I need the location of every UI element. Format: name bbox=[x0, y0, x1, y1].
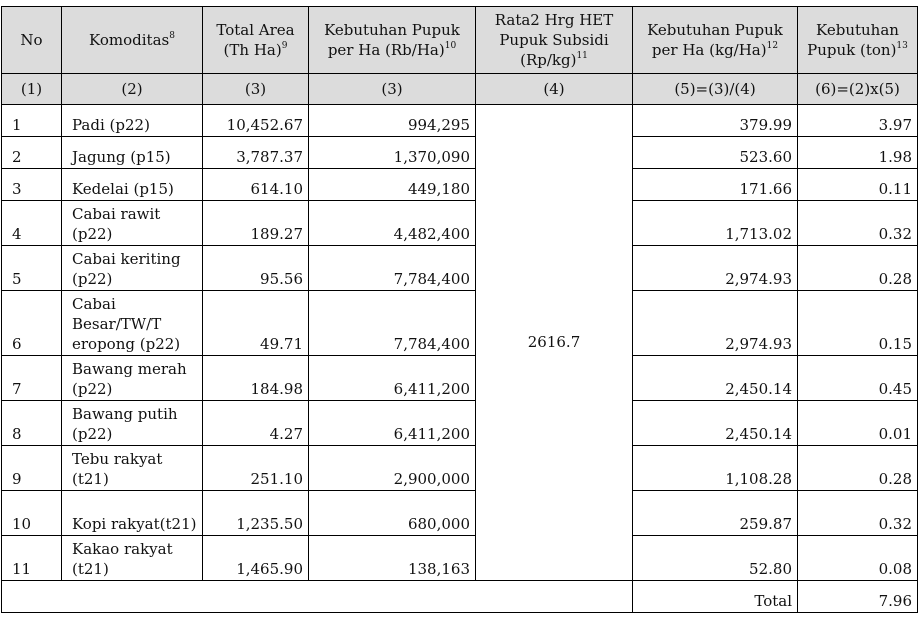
row-area: 184.98 bbox=[203, 356, 309, 401]
row-kebutuhan-kg: 2,450.14 bbox=[633, 356, 798, 401]
row-kebutuhan-kg: 52.80 bbox=[633, 536, 798, 581]
row-ton: 0.32 bbox=[798, 491, 918, 536]
header-kebutuhan-per-ha-rb: Kebutuhan Pupuk per Ha $(Rb/Ha)^{10}$ bbox=[309, 7, 476, 74]
row-kebutuhan-kg: 2,974.93 bbox=[633, 291, 798, 356]
row-kebutuhan-kg: 1,108.28 bbox=[633, 446, 798, 491]
row-komoditas: Tebu rakyat (t21) bbox=[62, 446, 203, 491]
row-kebutuhan-ha: 6,411,200 bbox=[309, 401, 476, 446]
header-kebutuhan-ton: Kebutuhan Pupuk (ton)$^{13}$ bbox=[798, 7, 918, 74]
col-number: (5)=(3)/(4) bbox=[633, 74, 798, 105]
row-area: 1,465.90 bbox=[203, 536, 309, 581]
row-area: 1,235.50 bbox=[203, 491, 309, 536]
row-kebutuhan-ha: 994,295 bbox=[309, 105, 476, 137]
header-kebutuhan-per-ha-kg: Kebutuhan Pupuk per Ha $(kg/Ha)^{12}$ bbox=[633, 7, 798, 74]
row-no: 11 bbox=[2, 536, 62, 581]
row-ton: 0.45 bbox=[798, 356, 918, 401]
row-area: 95.56 bbox=[203, 246, 309, 291]
row-no: 3 bbox=[2, 169, 62, 201]
row-area: 4.27 bbox=[203, 401, 309, 446]
row-kebutuhan-kg: 259.87 bbox=[633, 491, 798, 536]
row-kebutuhan-kg: 2,974.93 bbox=[633, 246, 798, 291]
table-row bbox=[2, 536, 918, 581]
row-ton: 0.32 bbox=[798, 201, 918, 246]
table-row bbox=[2, 491, 918, 536]
row-kebutuhan-ha: 2,900,000 bbox=[309, 446, 476, 491]
row-komoditas: Cabai keriting (p22) bbox=[62, 246, 203, 291]
table-row bbox=[2, 201, 918, 246]
row-kebutuhan-ha: 7,784,400 bbox=[309, 291, 476, 356]
row-ton: 0.28 bbox=[798, 246, 918, 291]
row-no: 2 bbox=[2, 137, 62, 169]
row-kebutuhan-kg: 2,450.14 bbox=[633, 401, 798, 446]
row-area: 614.10 bbox=[203, 169, 309, 201]
total-label: Total bbox=[633, 581, 798, 613]
row-komoditas: Kopi rakyat(t21) bbox=[62, 491, 203, 536]
row-kebutuhan-kg: 171.66 bbox=[633, 169, 798, 201]
row-kebutuhan-ha: 6,411,200 bbox=[309, 356, 476, 401]
row-komoditas: Cabai Besar/TW/T eropong (p22) bbox=[62, 291, 203, 356]
row-ton: 1.98 bbox=[798, 137, 918, 169]
header-total-area: Total Area (Th Ha)$^9$ bbox=[203, 7, 309, 74]
row-komoditas: Bawang merah (p22) bbox=[62, 356, 203, 401]
row-kebutuhan-ha: 4,482,400 bbox=[309, 201, 476, 246]
col-number: (6)=(2)x(5) bbox=[798, 74, 918, 105]
col-number: (3) bbox=[309, 74, 476, 105]
row-komoditas: Jagung (p15) bbox=[62, 137, 203, 169]
row-no: 7 bbox=[2, 356, 62, 401]
row-komoditas: Padi (p22) bbox=[62, 105, 203, 137]
row-area: 10,452.67 bbox=[203, 105, 309, 137]
header-no: No bbox=[2, 7, 62, 74]
row-kebutuhan-ha: 680,000 bbox=[309, 491, 476, 536]
row-komoditas: Bawang putih (p22) bbox=[62, 401, 203, 446]
row-kebutuhan-kg: 379.99 bbox=[633, 105, 798, 137]
row-no: 5 bbox=[2, 246, 62, 291]
row-no: 4 bbox=[2, 201, 62, 246]
row-ton: 3.97 bbox=[798, 105, 918, 137]
col-number: (2) bbox=[62, 74, 203, 105]
row-komoditas: Kakao rakyat (t21) bbox=[62, 536, 203, 581]
row-kebutuhan-kg: 1,713.02 bbox=[633, 201, 798, 246]
fertilizer-requirement-table bbox=[1, 6, 918, 613]
row-no: 1 bbox=[2, 105, 62, 137]
row-ton: 0.01 bbox=[798, 401, 918, 446]
row-no: 9 bbox=[2, 446, 62, 491]
row-kebutuhan-ha: 1,370,090 bbox=[309, 137, 476, 169]
row-area: 251.10 bbox=[203, 446, 309, 491]
table-row bbox=[2, 291, 918, 356]
het-value: 2616.7 bbox=[476, 105, 633, 581]
header-het-price: Rata2 Hrg HET Pupuk Subsidi $(Rp/kg)^{11}$ bbox=[476, 7, 633, 74]
col-number: (1) bbox=[2, 74, 62, 105]
row-komoditas: Kedelai (p15) bbox=[62, 169, 203, 201]
row-ton: 0.08 bbox=[798, 536, 918, 581]
table-row bbox=[2, 246, 918, 291]
row-area: 3,787.37 bbox=[203, 137, 309, 169]
table-row bbox=[2, 105, 918, 137]
row-kebutuhan-kg: 523.60 bbox=[633, 137, 798, 169]
row-kebutuhan-ha: 449,180 bbox=[309, 169, 476, 201]
row-ton: 0.11 bbox=[798, 169, 918, 201]
header-komoditas: Komoditas$^8$ bbox=[62, 7, 203, 74]
row-kebutuhan-ha: 7,784,400 bbox=[309, 246, 476, 291]
col-number: (4) bbox=[476, 74, 633, 105]
table-row bbox=[2, 137, 918, 169]
total-row bbox=[2, 581, 918, 613]
table-row bbox=[2, 356, 918, 401]
total-blank bbox=[2, 581, 633, 613]
row-area: 49.71 bbox=[203, 291, 309, 356]
row-area: 189.27 bbox=[203, 201, 309, 246]
row-no: 10 bbox=[2, 491, 62, 536]
table-row bbox=[2, 169, 918, 201]
table-row bbox=[2, 401, 918, 446]
row-kebutuhan-ha: 138,163 bbox=[309, 536, 476, 581]
table-row bbox=[2, 446, 918, 491]
total-value: 7.96 bbox=[798, 581, 918, 613]
col-number: (3) bbox=[203, 74, 309, 105]
row-komoditas: Cabai rawit (p22) bbox=[62, 201, 203, 246]
row-no: 8 bbox=[2, 401, 62, 446]
row-ton: 0.28 bbox=[798, 446, 918, 491]
row-no: 6 bbox=[2, 291, 62, 356]
row-ton: 0.15 bbox=[798, 291, 918, 356]
